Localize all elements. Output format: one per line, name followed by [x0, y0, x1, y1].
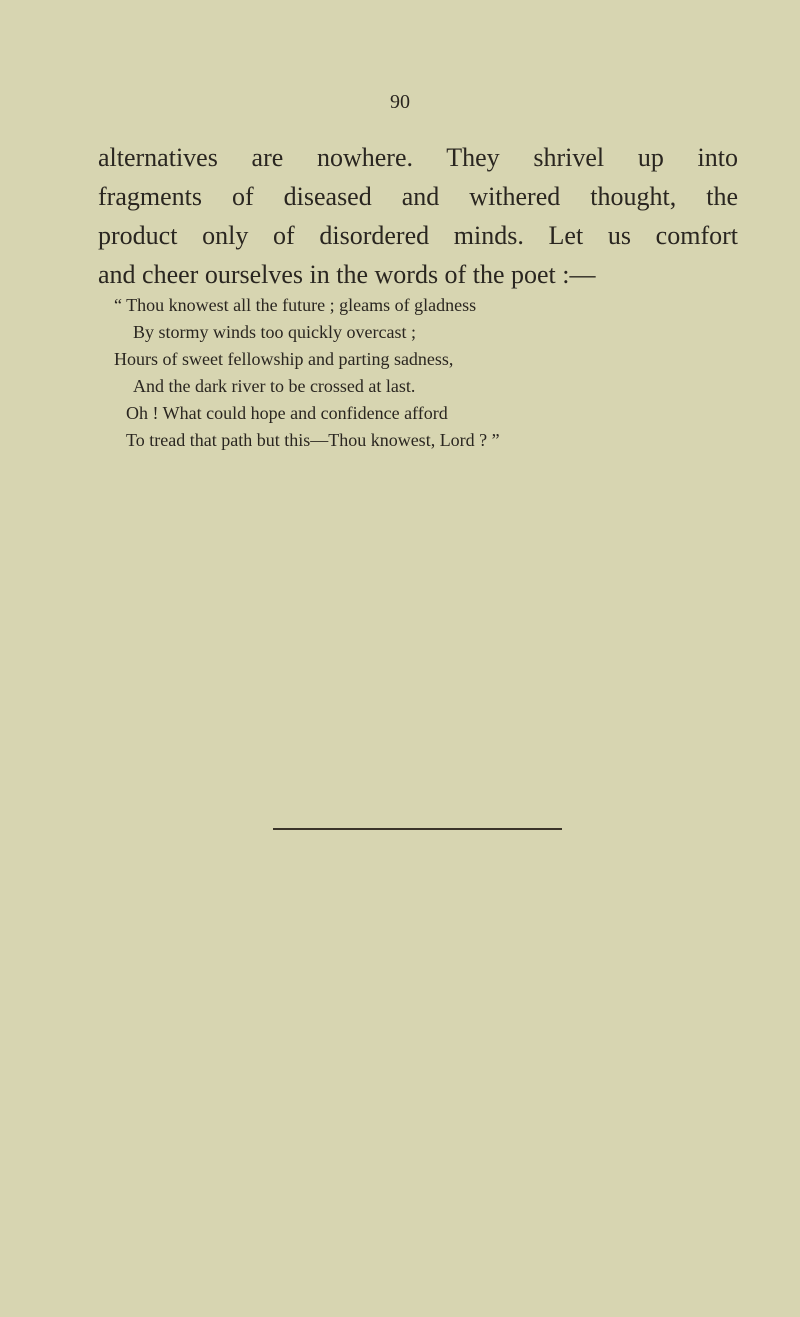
- poem-line: Oh ! What could hope and confidence afford: [126, 403, 448, 423]
- paragraph-line: product only of disordered minds. Let us comfort: [98, 221, 738, 250]
- poem-line: “ Thou knowest all the future ; gleams of gladness: [114, 295, 477, 315]
- paragraph-line: alternatives are nowhere. They shrivel up into: [98, 143, 738, 172]
- poem-line: And the dark river to be crossed at last.: [133, 376, 416, 396]
- section-divider-rule: [273, 828, 562, 830]
- poem-line: Hours of sweet fellowship and parting sadness,: [114, 349, 454, 369]
- paragraph-line: and cheer ourselves in the words of the poet :—: [98, 260, 596, 289]
- paragraph-line: fragments of diseased and withered thought, the: [98, 182, 738, 211]
- poem-quotation: [114, 292, 714, 454]
- body-paragraph: [98, 138, 738, 294]
- poem-line: To tread that path but this—Thou knowest, Lord ? ”: [126, 430, 500, 450]
- page-number: 90: [390, 91, 410, 113]
- poem-line: By stormy winds too quickly overcast ;: [133, 322, 416, 342]
